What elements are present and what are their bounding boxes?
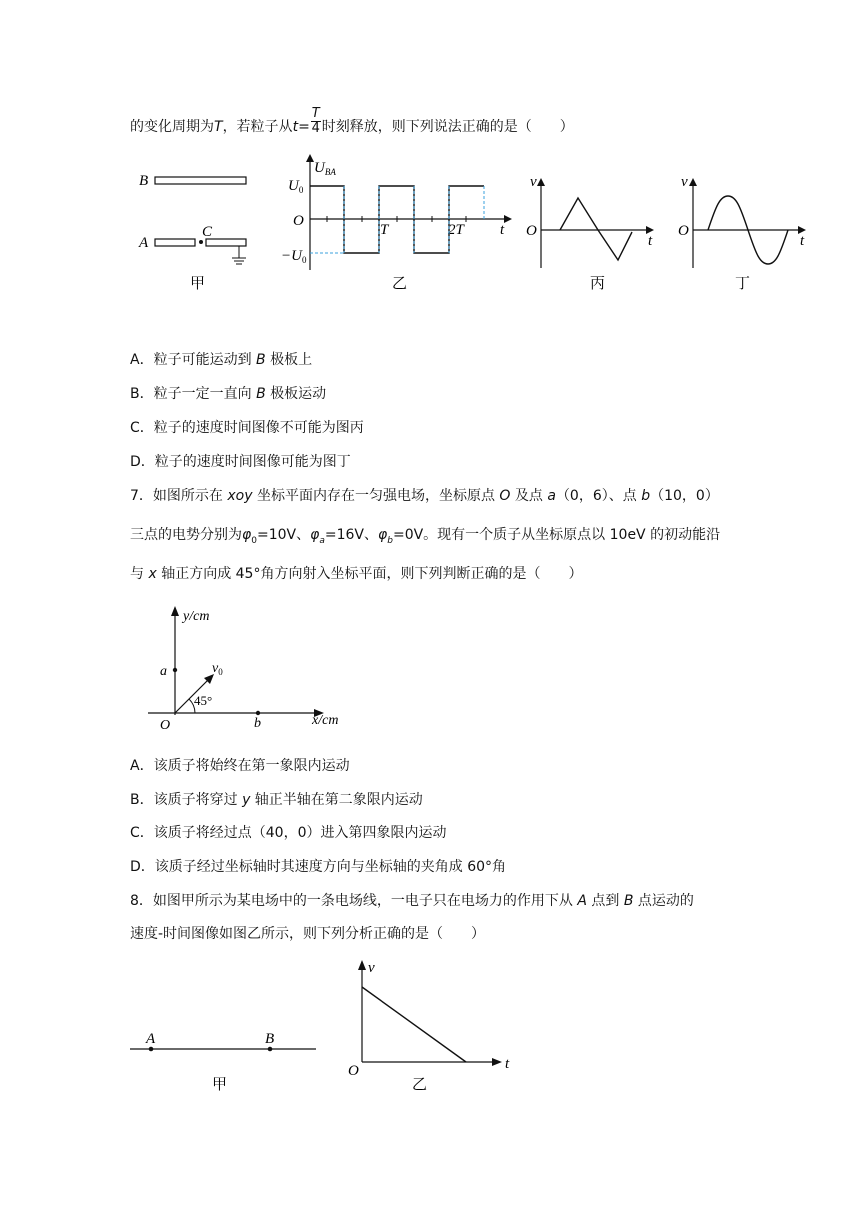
q6-stem-text: 的变化周期为 xyxy=(130,119,214,135)
frac-denominator: 4 xyxy=(311,120,320,136)
q8-stem-line2: 速度-时间图像如图乙所示，则下列分析正确的是（ ） xyxy=(130,926,486,942)
q6-option-C: C．粒子的速度时间图像不可能为图丙 xyxy=(130,420,364,436)
square-wave-graph xyxy=(281,154,512,292)
q7-option-D: D．该质子经过坐标轴时其速度方向与坐标轴的夹角成 60°角 xyxy=(130,859,507,875)
plate-A-right xyxy=(206,239,246,246)
origin-label: O xyxy=(678,223,689,239)
caption-yi: 乙 xyxy=(392,274,408,292)
ylabel: $U_{BA}$ xyxy=(314,160,336,177)
t-label: t xyxy=(500,222,505,238)
q7-stem-line3: 与 x 轴正方向成 45°角方向射入坐标平面，则下列判断正确的是（ ） xyxy=(130,566,583,582)
q6-stem-text: 时刻释放，则下列说法正确的是（ ） xyxy=(321,119,574,135)
point-a xyxy=(173,668,177,672)
q7-stem-line1: 7．如图所示在 xoy 坐标平面内存在一匀强电场，坐标原点 O 及点 a（0，6）、点 b（10，0） xyxy=(130,488,719,504)
angle-label: 45° xyxy=(194,693,213,708)
v-label: v xyxy=(681,174,688,190)
label-A: A xyxy=(139,235,149,251)
q6-option-B: B．粒子一定一直向 B 极板运动 xyxy=(130,386,327,402)
t-label: t xyxy=(505,1056,510,1072)
q7-coordinate-figure xyxy=(0,600,860,740)
q6-eq: = xyxy=(298,119,310,135)
sine-vt-graph xyxy=(678,174,806,292)
caption-jia: 甲 xyxy=(190,274,206,292)
tick-2T: 2T xyxy=(448,222,464,238)
t-label: t xyxy=(800,233,805,249)
u0-label: $U_0$ xyxy=(288,178,304,195)
label-b: b xyxy=(254,716,261,731)
y-arrow xyxy=(306,154,314,162)
q6-fraction xyxy=(311,107,321,136)
caption-jia: 甲 xyxy=(212,1075,228,1093)
v0-label: $v_0$ xyxy=(212,661,223,677)
v-label: v xyxy=(530,174,537,190)
field-line-diagram xyxy=(130,1031,316,1093)
label-A: A xyxy=(146,1031,156,1047)
v-label: v xyxy=(368,960,375,976)
q8-stem-line1: 8．如图甲所示为某电场中的一条电场线，一电子只在电场力的作用下从 A 点到 B 点运动的 xyxy=(130,893,694,909)
velocity-line xyxy=(362,987,466,1062)
point-b xyxy=(256,711,260,715)
neg-u0-label: $-U_0$ xyxy=(281,248,307,265)
label-a: a xyxy=(160,664,167,679)
tick-T: T xyxy=(380,222,389,238)
t-label: t xyxy=(648,233,653,249)
caption-ding: 丁 xyxy=(735,274,751,292)
q6-option-A: A．粒子可能运动到 B 极板上 xyxy=(130,352,313,368)
point-A xyxy=(149,1047,154,1052)
q7-option-A: A．该质子将始终在第一象限内运动 xyxy=(130,758,350,774)
q8-figure xyxy=(0,952,860,1102)
q6-stem xyxy=(130,105,574,136)
caption-yi: 乙 xyxy=(412,1075,428,1093)
q6-figure xyxy=(0,150,860,310)
label-B: B xyxy=(265,1031,275,1047)
q7-option-C: C．该质子将经过点（40，0）进入第四象限内运动 xyxy=(130,825,447,841)
q6-var-t: t xyxy=(292,119,299,135)
y-axis-label: y/cm xyxy=(183,609,210,624)
plate-B xyxy=(155,177,246,184)
q7-stem-line2: 三点的电势分别为$\varphi_0=10V$、$\varphi_a=16V$、$\varphi_b=0V$。现有一个质子从坐标原点以 10eV 的初动能沿 xyxy=(130,527,721,546)
point-C xyxy=(199,240,203,244)
q6-stem-text: ，若粒子从 xyxy=(222,119,293,135)
q7-option-B: B．该质子将穿过 y 轴正半轴在第二象限内运动 xyxy=(130,792,423,808)
label-B: B xyxy=(139,173,149,189)
label-O: O xyxy=(160,718,171,733)
plate-A-left xyxy=(155,239,195,246)
q6-option-D: D．粒子的速度时间图像可能为图丁 xyxy=(130,454,351,470)
label-C: C xyxy=(202,224,213,240)
vt-graph xyxy=(348,960,510,1093)
triangle-vt-graph xyxy=(526,174,654,292)
x-axis-label: x/cm xyxy=(312,713,339,728)
origin-label: O xyxy=(293,213,304,229)
point-B xyxy=(268,1047,273,1052)
plates-diagram xyxy=(138,173,246,292)
origin-label: O xyxy=(526,223,537,239)
frac-numerator: T xyxy=(311,105,320,121)
q6-var-T: T xyxy=(214,119,223,135)
y-arrow xyxy=(171,606,179,616)
origin-label: O xyxy=(348,1063,359,1079)
x-arrow xyxy=(504,215,512,223)
triangle-curve xyxy=(560,198,632,260)
caption-bing: 丙 xyxy=(590,274,606,292)
